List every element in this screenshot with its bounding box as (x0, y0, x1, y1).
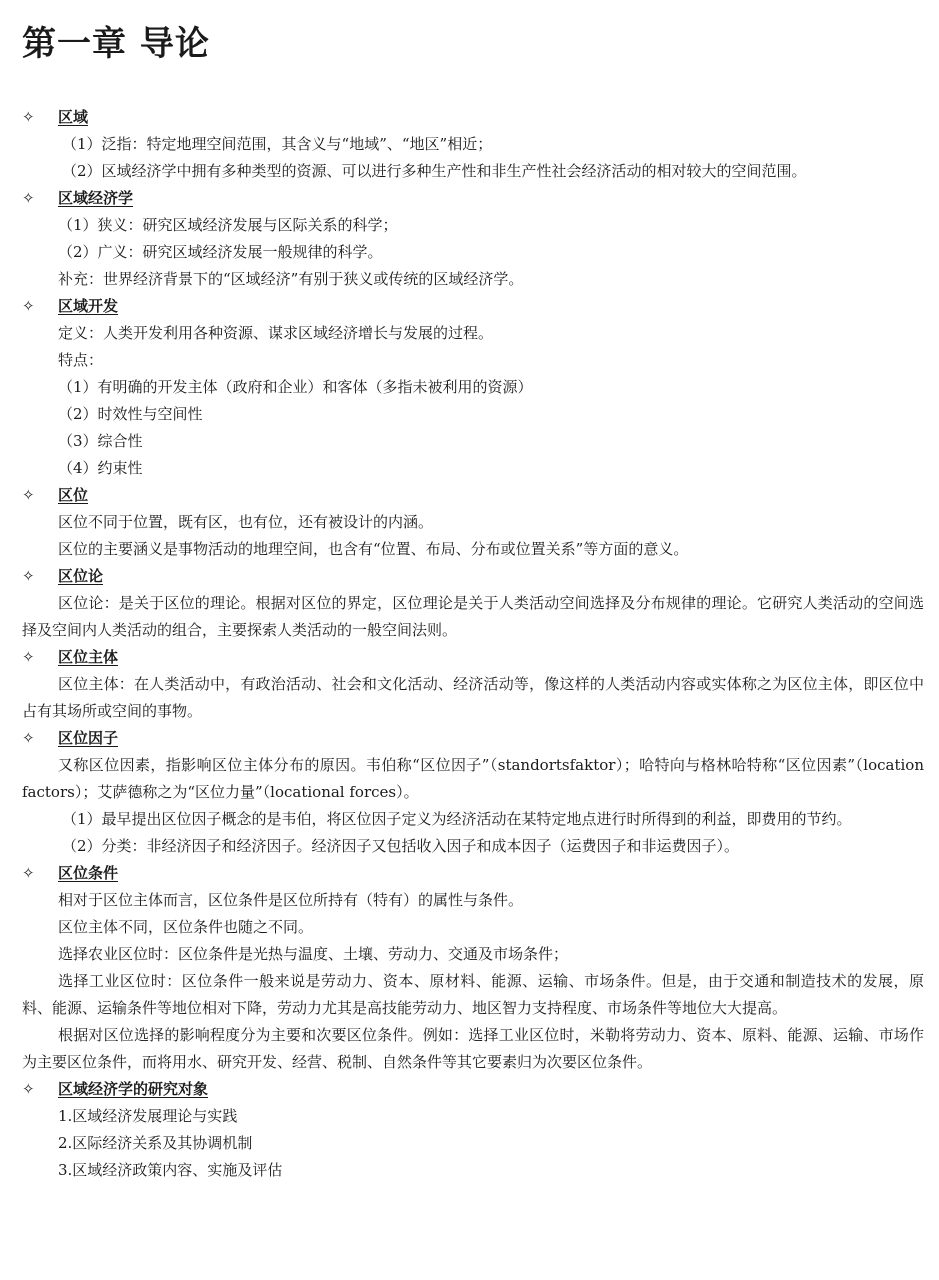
paragraph-line: 区位主体：在人类活动中，有政治活动、社会和文化活动、经济活动等，像这样的人类活动内容或实体称之为区位主体，即区位中占有其场所或空间的事物。 (22, 675, 924, 720)
section-location-factors (22, 725, 924, 860)
paragraph-line: 定义：人类开发利用各种资源、谋求区域经济增长与发展的过程。 (58, 324, 494, 342)
section-location-subject (22, 644, 924, 725)
paragraph-line: 选择工业区位时：区位条件一般来说是劳动力、资本、原材料、能源、运输、市场条件。但是，由于交通和制造技术的发展，原料、能源、运输条件等地位相对下降，劳动力尤其是高技能劳动力、地区智力支持程度、市场条件等地位大大提高。 (22, 972, 924, 1017)
diamond-bullet-icon: ✧ (22, 108, 35, 126)
paragraph-line: 区位的主要涵义是事物活动的地理空间，也含有“位置、布局、分布或位置关系”等方面的意义。 (58, 540, 689, 558)
paragraph-line: （2）时效性与空间性 (58, 405, 203, 423)
paragraph-line: 相对于区位主体而言，区位条件是区位所持有（特有）的属性与条件。 (58, 891, 524, 909)
section-heading (22, 104, 924, 131)
paragraph-line: 根据对区位选择的影响程度分为主要和次要区位条件。例如：选择工业区位时，米勒将劳动力、资本、原料、能源、运输、市场作为主要区位条件，而将用水、研究开发、经营、税制、自然条件等其它要素归为次要区位条件。 (22, 1026, 924, 1071)
paragraph-line: 又称区位因素，指影响区位主体分布的原因。韦伯称“区位因子”（standortsfaktor）；哈特向与格林哈特称“区位因素”（location factors）；艾萨德称之为“区位力量”（locational forces）。 (22, 756, 924, 801)
paragraph-line: 区位主体不同，区位条件也随之不同。 (58, 918, 314, 936)
section-heading-label: 区域经济学 (58, 189, 134, 207)
section-heading (22, 725, 924, 752)
paragraph-line: （2）分类：非经济因子和经济因子。经济因子又包括收入因子和成本因子（运费因子和非运费因子）。 (62, 837, 740, 855)
section-heading-label: 区位论 (58, 567, 104, 585)
diamond-bullet-icon: ✧ (22, 189, 35, 207)
paragraph-line: （1）狭义：研究区域经济发展与区际关系的科学； (58, 216, 398, 234)
section-heading-label: 区域经济学的研究对象 (58, 1080, 209, 1098)
section-location (22, 482, 924, 563)
paragraph-line: 选择农业区位时：区位条件是光热与温度、土壤、劳动力、交通及市场条件； (58, 945, 569, 963)
paragraph-line: 区位论：是关于区位的理论。根据对区位的界定，区位理论是关于人类活动空间选择及分布规律的理论。它研究人类活动的空间选择及空间内人类活动的组合，主要探索人类活动的一般空间法则。 (22, 594, 924, 639)
section-heading (22, 563, 924, 590)
section-heading-label: 区位因子 (58, 729, 119, 747)
section-regional-development (22, 293, 924, 482)
section-location-conditions (22, 860, 924, 1076)
section-heading (22, 1076, 924, 1103)
paragraph-line: （4）约束性 (58, 459, 143, 477)
section-heading-label: 区域 (58, 108, 89, 126)
section-regional-economics (22, 185, 924, 293)
paragraph-line: （3）综合性 (58, 432, 143, 450)
section-heading (22, 482, 924, 509)
paragraph-line: 补充：世界经济背景下的“区域经济”有别于狭义或传统的区域经济学。 (58, 270, 524, 288)
section-heading (22, 860, 924, 887)
diamond-bullet-icon: ✧ (22, 648, 35, 666)
section-region (22, 104, 924, 185)
section-research-objects (22, 1076, 924, 1184)
diamond-bullet-icon: ✧ (22, 486, 35, 504)
paragraph-line: 区位不同于位置，既有区，也有位，还有被设计的内涵。 (58, 513, 434, 531)
paragraph-line: （2）区域经济学中拥有多种类型的资源、可以进行多种生产性和非生产性社会经济活动的相对较大的空间范围。 (62, 162, 807, 180)
diamond-bullet-icon: ✧ (22, 1080, 35, 1098)
paragraph-line: 特点： (58, 351, 104, 369)
paragraph-line: （1）泛指：特定地理空间范围，其含义与“地域”、“地区”相近； (62, 135, 493, 153)
list-item: 3.区域经济政策内容、实施及评估 (58, 1161, 283, 1179)
list-item: 1.区域经济发展理论与实践 (58, 1107, 238, 1125)
section-location-theory (22, 563, 924, 644)
list-item: 2.区际经济关系及其协调机制 (58, 1134, 253, 1152)
section-heading-label: 区位 (58, 486, 89, 504)
paragraph-line: （1）最早提出区位因子概念的是韦伯，将区位因子定义为经济活动在某特定地点进行时所得到的利益，即费用的节约。 (62, 810, 852, 828)
section-heading-label: 区域开发 (58, 297, 119, 315)
diamond-bullet-icon: ✧ (22, 729, 35, 747)
section-heading (22, 185, 924, 212)
diamond-bullet-icon: ✧ (22, 567, 35, 585)
paragraph-line: （1）有明确的开发主体（政府和企业）和客体（多指未被利用的资源） (58, 378, 533, 396)
section-heading-label: 区位主体 (58, 648, 119, 666)
paragraph-line: （2）广义：研究区域经济发展一般规律的科学。 (58, 243, 383, 261)
diamond-bullet-icon: ✧ (22, 864, 35, 882)
section-heading (22, 644, 924, 671)
section-heading (22, 293, 924, 320)
diamond-bullet-icon: ✧ (22, 297, 35, 315)
section-heading-label: 区位条件 (58, 864, 119, 882)
document-body (22, 104, 924, 1184)
chapter-title: 第一章 导论 (22, 24, 210, 64)
